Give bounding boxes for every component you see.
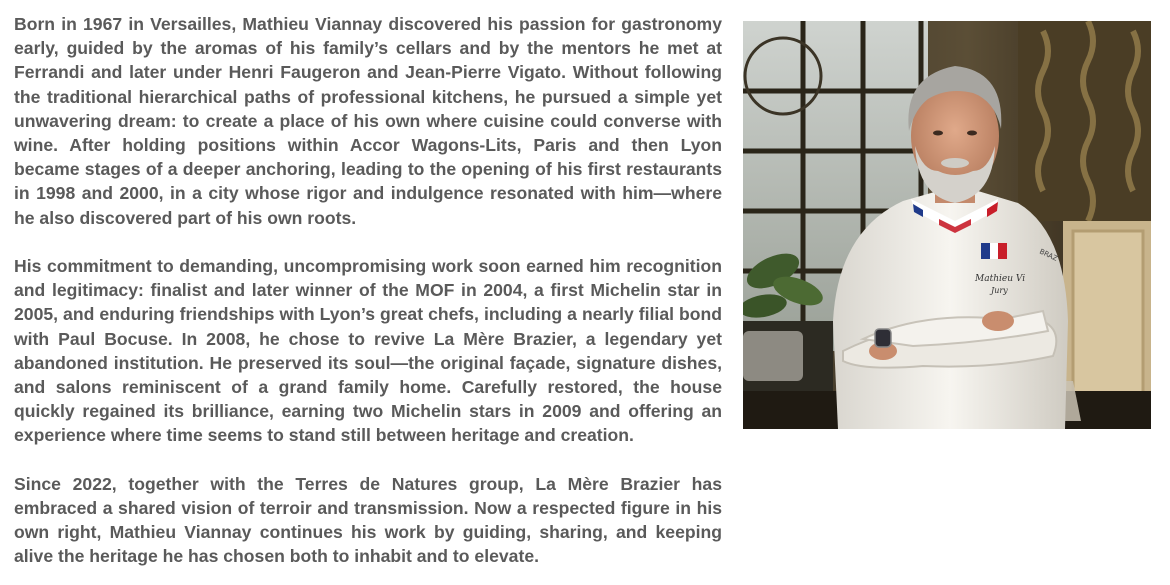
biography-text [14, 12, 722, 569]
biography-paragraph-2: His commitment to demanding, uncompromising work soon earned him recognition and legitimacy: finalist and later winner of the MOF in 2004, a first Michelin star in 2005, and enduring friendships with Lyon’s great chefs, including a nearly filial bond with Paul Bocuse. In 2008, he chose to revive La Mère Brazier, a legendary yet abandoned institution. He preserved its soul—the original façade, signature dishes, and salons reminiscent of a grand family home. Carefully restored, the house quickly regained its brilliance, earning two Michelin stars in 2009 and offering an experience where time seems to stand still between heritage and creation. [14, 256, 722, 446]
wristwatch-icon [875, 329, 891, 347]
chef-figure [833, 191, 1068, 429]
sleeve-text: BRAZ [1038, 247, 1059, 263]
chef-portrait-photo [743, 21, 1151, 429]
biography-paragraph-3: Since 2022, together with the Terres de Natures group, La Mère Brazier has embraced a shared vision of terroir and transmission. Now a respected figure in his own right, Mathieu Viannay continues his work by guiding, sharing, and keeping alive the heritage he has chosen both to inhabit and to elevate. [14, 473, 722, 567]
tricolor-badge-icon [981, 243, 1007, 259]
biography-paragraph-1: Born in 1967 in Versailles, Mathieu Viannay discovered his passion for gastronomy early, guided by the aromas of his family’s cellars and by the mentors he met at Ferrandi and later under Henri Faugeron and Jean-Pierre Vigato. Without following the traditional hierarchical paths of professional kitchens, he pursued a simple yet unwavering dream: to create a place of his own where cuisine could converse with wine. After holding positions within Accor Wagons-Lits, Paris and then Lyon became stages of a deeper anchoring, leading to the opening of his first restaurants in 1998 and 2000, in a city whose rigor and indulgence resonated with him—where he also discovered part of his own roots. [14, 14, 722, 228]
jacket-embroidery-sub: Jury [991, 286, 1008, 295]
jacket-embroidery-name: Mathieu Vi [975, 274, 1026, 284]
